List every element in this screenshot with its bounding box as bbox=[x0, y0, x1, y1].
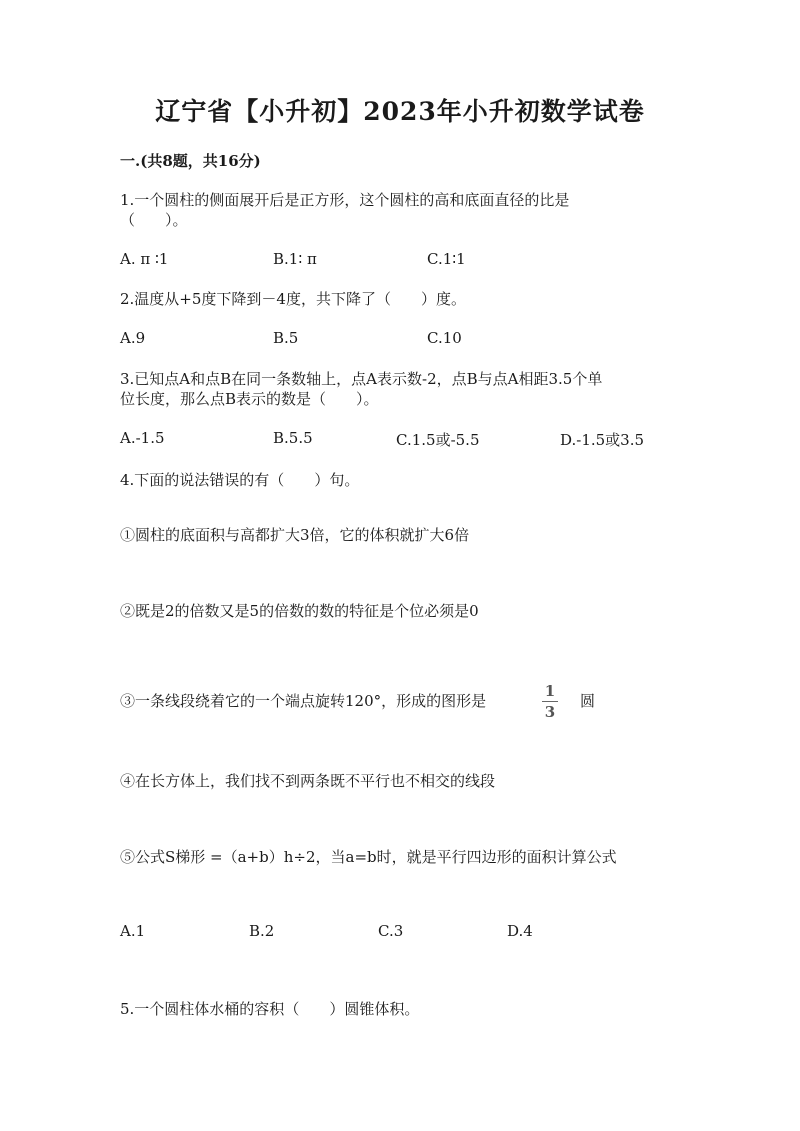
question-5-line-1: 5.一个圆柱体水桶的容积（ ）圆锥体积。 bbox=[120, 1000, 420, 1018]
question-2-option-c: C.10 bbox=[427, 329, 462, 347]
question-2-option-b: B.5 bbox=[273, 329, 299, 347]
question-3-option-c: C.1.5或-5.5 bbox=[396, 431, 480, 449]
question-4-option-d: D.4 bbox=[507, 922, 533, 940]
question-4-statement-4: ④在长方体上，我们找不到两条既不平行也不相交的线段 bbox=[120, 772, 496, 790]
fraction-denominator: 3 bbox=[544, 703, 556, 721]
fraction-numerator: 1 bbox=[544, 682, 556, 700]
question-4-statement-5: ⑤公式S梯形 =（a+b）h÷2，当a=b时，就是平行四边形的面积计算公式 bbox=[120, 848, 617, 866]
question-4-statement-2: ②既是2的倍数又是5的倍数的数的特征是个位必须是0 bbox=[120, 602, 479, 620]
question-2-option-a: A.9 bbox=[120, 329, 146, 347]
question-4-line-1: 4.下面的说法错误的有（ ）句。 bbox=[120, 471, 360, 489]
section-heading: 一.(共8题，共16分) bbox=[120, 152, 261, 170]
question-1-option-b: B.1∶ π bbox=[273, 250, 317, 268]
fraction-one-third bbox=[540, 683, 560, 720]
question-4-statement-1: ①圆柱的底面积与高都扩大3倍，它的体积就扩大6倍 bbox=[120, 526, 470, 544]
question-3-option-d: D.-1.5或3.5 bbox=[560, 431, 645, 449]
question-2-line-1: 2.温度从+5度下降到－4度，共下降了（ ）度。 bbox=[120, 290, 466, 308]
question-1-line-1: 1.一个圆柱的侧面展开后是正方形，这个圆柱的高和底面直径的比是 bbox=[120, 191, 570, 209]
question-4-option-b: B.2 bbox=[249, 922, 275, 940]
fraction-bar bbox=[542, 701, 558, 702]
question-3-option-b: B.5.5 bbox=[273, 429, 313, 447]
question-3-line-1: 3.已知点A和点B在同一条数轴上，点A表示数-2，点B与点A相距3.5个单 bbox=[120, 370, 603, 388]
question-4-statement-3: ③一条线段绕着它的一个端点旋转120°，形成的图形是 bbox=[120, 692, 487, 710]
question-1-option-c: C.1∶1 bbox=[427, 250, 466, 268]
question-4-statement-3-tail: 圆 bbox=[580, 692, 596, 710]
question-3-line-2: 位长度，那么点B表示的数是（ ）。 bbox=[120, 390, 379, 408]
page-title: 辽宁省【小升初】2023年小升初数学试卷 bbox=[155, 97, 645, 126]
question-3-option-a: A.-1.5 bbox=[120, 429, 165, 447]
question-1-line-2: （ ）。 bbox=[120, 211, 188, 229]
question-4-option-c: C.3 bbox=[378, 922, 404, 940]
question-1-option-a: A. π ∶1 bbox=[120, 250, 169, 268]
question-4-option-a: A.1 bbox=[120, 922, 146, 940]
